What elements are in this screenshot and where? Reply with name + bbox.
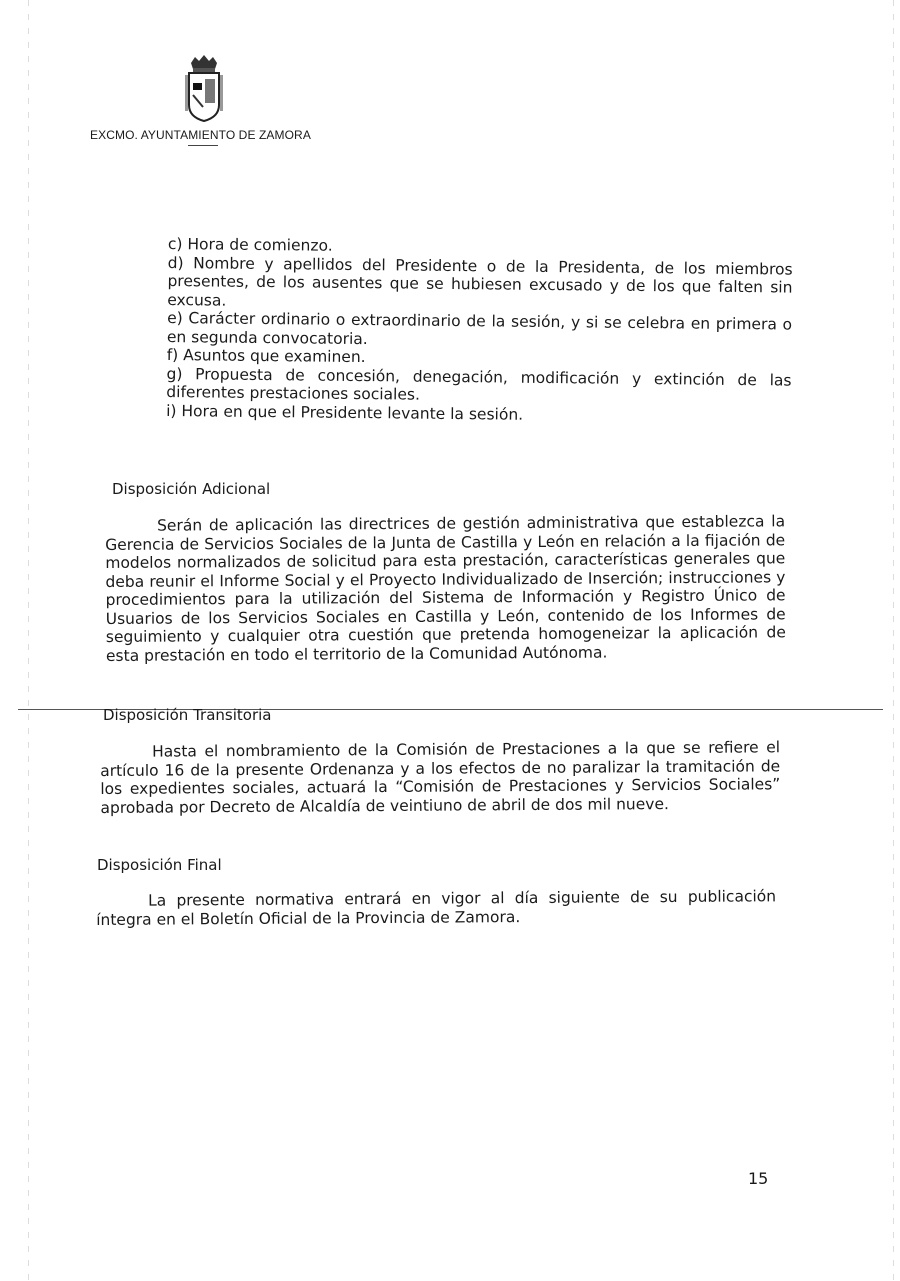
list-item: g) Propuesta de concesión, denegación, modificación y extinción de las diferentes prestaciones sociales.	[166, 364, 792, 404]
section-adicional	[105, 512, 786, 665]
list-item: d) Nombre y apellidos del Presidente o de la Presidenta, de los miembros presentes, de los ausentes que se hubiesen excusado y de los que falten sin excusa.	[167, 253, 793, 310]
heading-disposicion-final: Disposición Final	[97, 856, 222, 874]
section-transitoria	[100, 738, 781, 817]
page-number: 15	[748, 1169, 769, 1188]
heading-disposicion-adicional: Disposición Adicional	[112, 480, 271, 498]
session-minutes-list	[166, 235, 793, 427]
scan-edge-left	[28, 0, 29, 1281]
list-item: c) Hora de comienzo.	[167, 235, 333, 255]
paragraph-final: La presente normativa entrará en vigor al día siguiente de su publicación íntegra en el Boletín Oficial de la Provincia de Zamora.	[96, 887, 777, 929]
paragraph-transitoria: Hasta el nombramiento de la Comisión de Prestaciones a la que se refiere el artículo 16 de la presente Ordenanza y a los efectos de no paralizar la tramitación de los expedientes sociales, actuará la “Comisión de Prestaciones y Servicios Sociales” aprobada por Decreto de Alcaldía de veintiuno de abril de dos mil nueve.	[100, 738, 781, 817]
list-item: i) Hora en que el Presidente levante la sesión.	[166, 401, 524, 424]
list-item: e) Carácter ordinario o extraordinario de la sesión, y si se celebra en primera o en segunda convocatoria.	[166, 308, 793, 348]
heading-disposicion-transitoria: Disposición Transitoria	[103, 706, 272, 724]
scan-edge-right	[893, 0, 894, 1281]
header-underline	[188, 145, 218, 146]
paragraph-adicional: Serán de aplicación las directrices de gestión administrativa que establezca la Gerencia de Servicios Sociales de la Junta de Castilla y León en relación a la fijación de modelos normalizados de solicitud para esta prestación, características generales que deba reunir el Informe Social y el Proyecto Individualizado de Inserción; instrucciones y procedimientos para la utilización del Sistema de Información y Registro Único de Usuarios de los Servicios Sociales en Castilla y León, contenido de los Informes de seguimiento y cualquier otra cuestión que pretenda homogeneizar la aplicación de esta prestación en todo el territorio de la Comunidad Autónoma.	[105, 512, 786, 665]
organization-name: EXCMO. AYUNTAMIENTO DE ZAMORA	[90, 128, 311, 142]
list-item: f) Asuntos que examinen.	[166, 345, 366, 367]
section-final	[96, 887, 776, 929]
coat-of-arms-icon	[183, 55, 225, 125]
